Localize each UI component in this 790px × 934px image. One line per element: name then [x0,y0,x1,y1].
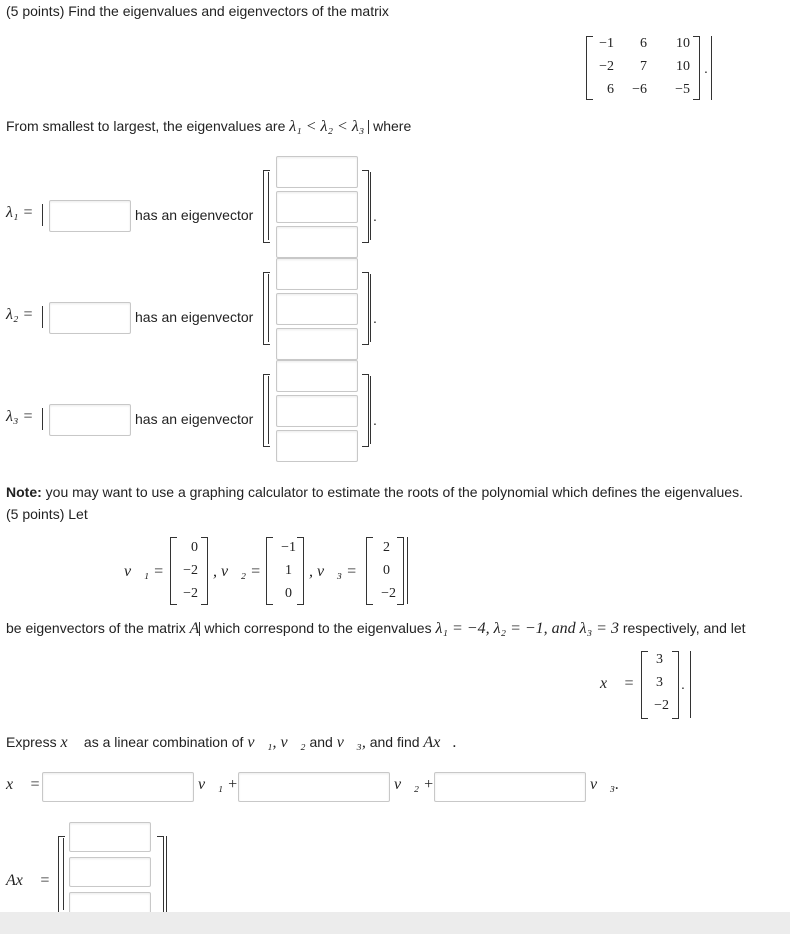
order-line: From smallest to largest, the eigenvalues are λ₁ < λ₂ < λ₃ where [6,118,412,135]
eigen-sentence: be eigenvectors of the matrix A which correspond to the eigenvalues λ₁ = −4, λ₂ = −1, and λ₃ = 3 respectively, and let [6,620,746,637]
v1-entry: −2 [183,563,198,578]
has-eigenvector-label: has an eigenvector [135,411,254,427]
coef-v2-input[interactable] [238,772,390,802]
ax-label: Ax⃗ = [6,872,51,889]
eigvec1-y-input[interactable] [276,191,358,223]
ax-y-input[interactable] [69,857,151,887]
lambda1-label: λ₁ = [6,204,34,221]
lambda1-input[interactable] [49,200,131,232]
v3-label: , v⃗₃ = [309,563,357,580]
lambda3-label: λ₃ = [6,408,34,425]
lambda2-input[interactable] [49,302,131,334]
lambda2-label: λ₂ = [6,306,34,323]
x-entry: 3 [656,652,663,667]
eigvec2-y-input[interactable] [276,293,358,325]
eigvec1-x-input[interactable] [276,156,358,188]
note-text: Note: you may want to use a graphing calculator to estimate the roots of the polynomial which defines the eigenvalues. [6,484,743,500]
x-entry: 3 [656,675,663,690]
matrix-cell: −6 [632,82,647,97]
v2-entry: 0 [285,586,292,601]
eigvec3-x-input[interactable] [276,360,358,392]
v3-entry: 0 [383,563,390,578]
v3-entry: 2 [383,540,390,555]
v1-entry: −2 [183,586,198,601]
eigenvalues-expr: λ₁ = −4, λ₂ = −1, and λ₃ = 3 [435,620,619,637]
matrix-right-bracket [693,36,700,100]
problem2-header: (5 points) Let [6,506,88,522]
eigvec1-z-input[interactable] [276,226,358,258]
eigvec3-y-input[interactable] [276,395,358,427]
has-eigenvector-label: has an eigenvector [135,309,254,325]
eigvec2-x-input[interactable] [276,258,358,290]
x-entry: −2 [654,698,669,713]
lambda3-input[interactable] [49,404,131,436]
combo-v2-label: v⃗₂ + [394,776,434,793]
v3-entry: −2 [381,586,396,601]
combo-v3-label: v⃗₃. [590,776,620,793]
problem1-header: (5 points) Find the eigenvalues and eigenvectors of the matrix [6,3,389,19]
has-eigenvector-label: has an eigenvector [135,207,254,223]
ax-x-input[interactable] [69,822,151,852]
matrix-cell: 10 [676,59,690,74]
coef-v1-input[interactable] [42,772,194,802]
v2-entry: −1 [281,540,296,555]
v1-entry: 0 [191,540,198,555]
matrix-cell: 6 [640,36,647,51]
combo-x-label: x⃗ = [6,776,41,793]
combo-v1-label: v⃗₁ + [198,776,238,793]
matrix-cell: −5 [675,82,690,97]
eigvec2-z-input[interactable] [276,328,358,360]
v1-label: v⃗₁ = [124,563,164,580]
express-instruction: Express x⃗ as a linear combination of v⃗₁, v⃗₂ and v⃗₃, and find Ax⃗. [6,734,457,751]
v2-entry: 1 [285,563,292,578]
eigvec3-z-input[interactable] [276,430,358,462]
matrix-cell: 10 [676,36,690,51]
page-bottom-edge [0,912,790,934]
v2-label: , v⃗₂ = [213,563,261,580]
x-label: x⃗ = [600,675,635,692]
coef-v3-input[interactable] [434,772,586,802]
matrix-cell: 6 [607,82,614,97]
eigen-order-expr: λ₁ < λ₂ < λ₃ [289,118,365,135]
matrix-cell: −1 [599,36,614,51]
matrix-cell: −2 [599,59,614,74]
matrix-cell: 7 [640,59,647,74]
